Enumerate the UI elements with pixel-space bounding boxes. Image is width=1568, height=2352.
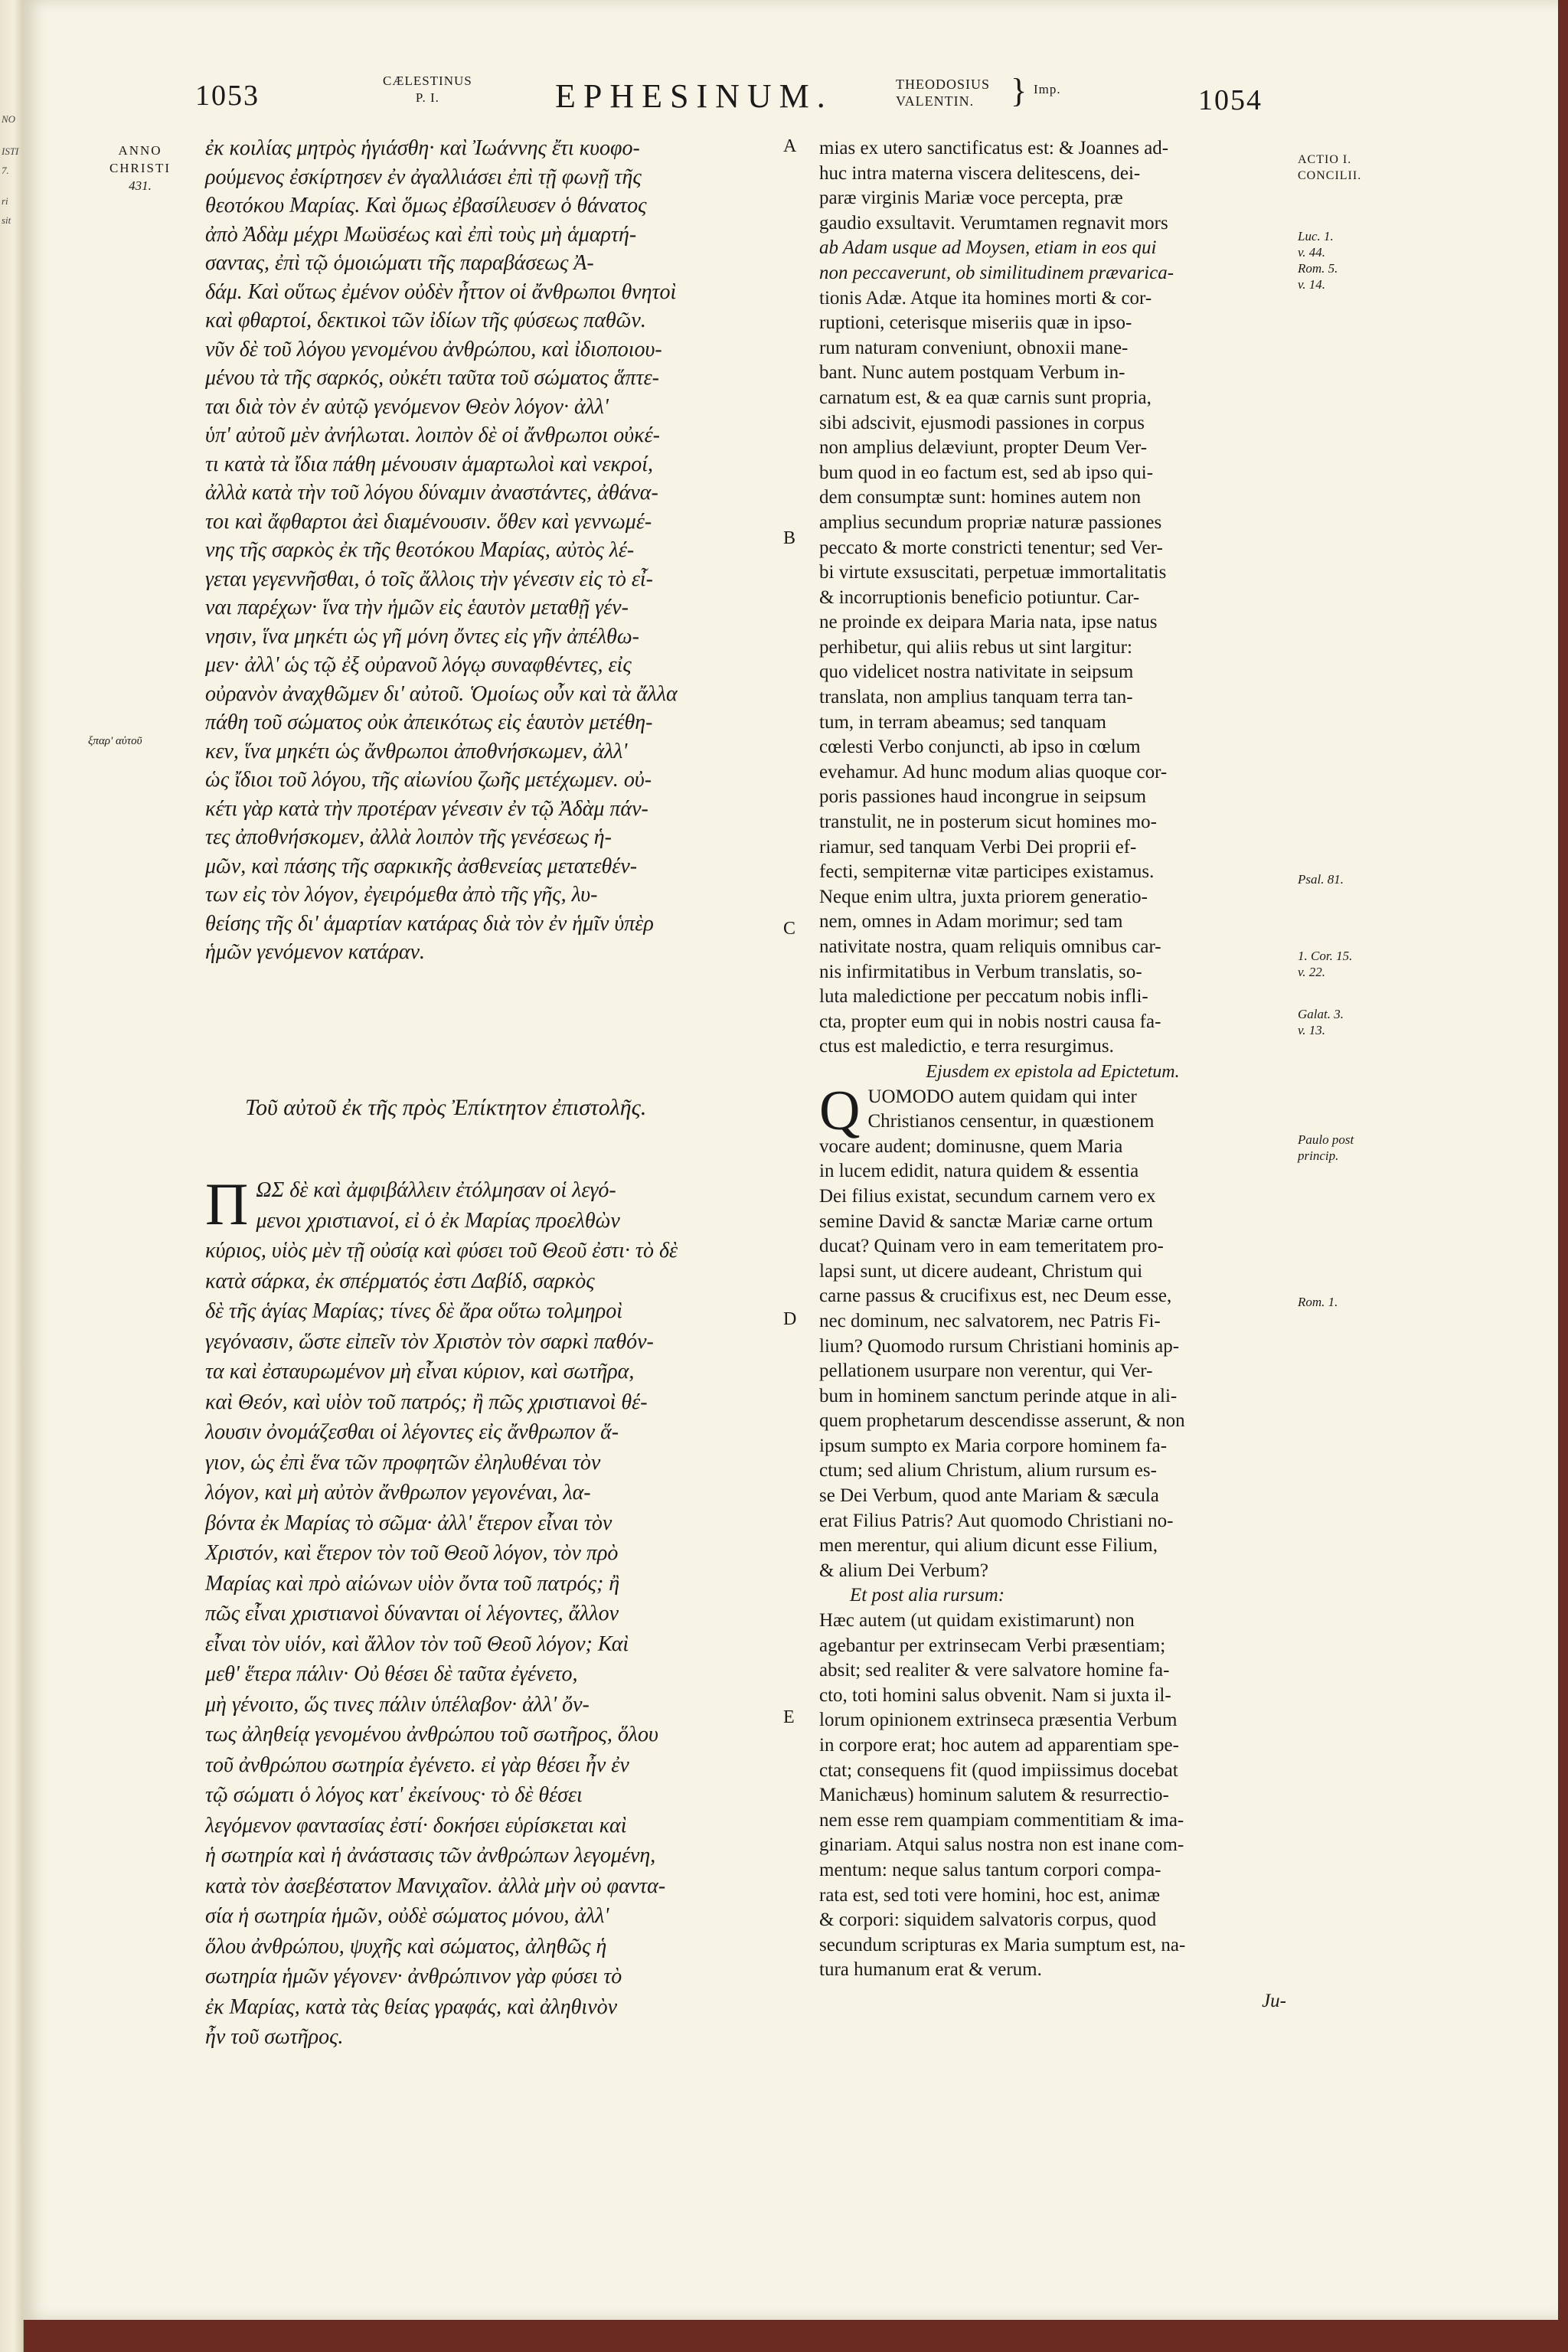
- greek-line: τως ἀληθείᾳ γενομένου ἀνθρώπου τοῦ σωτῆρος, ὅλου: [205, 1723, 658, 1746]
- latin-subheading: Et post alia rursum:: [850, 1585, 1005, 1606]
- header-imp: Imp.: [1034, 82, 1061, 96]
- latin-line: in lucem edidit, natura quidem & essentia: [819, 1161, 1139, 1182]
- latin-line: nem, omnes in Adam morimur; sed tam: [819, 911, 1123, 933]
- christi-label: CHRISTI: [109, 161, 172, 175]
- previous-page-edge: [0, 0, 24, 2352]
- section-letter-d: D: [783, 1309, 797, 1329]
- greek-line: ρούμενος ἐσκίρτησεν ἐν ἀγαλλιάσει ἐπὶ τῇ φωνῇ τῆς: [205, 165, 642, 189]
- latin-line: paræ virginis Mariæ voce percepta, præ: [819, 188, 1123, 209]
- greek-line: ὅλου ἀνθρώπου, ψυχῆς καὶ σώματος, ἀληθῶς ἡ: [205, 1934, 607, 1958]
- latin-line: ne proinde ex deipara Maria nata, ipse natus: [819, 612, 1158, 633]
- greek-line: μενοι χριστιανοί, εἰ ὁ ἐκ Μαρίας προελθὼν: [256, 1208, 620, 1233]
- greek-line: τοῦ ἀνθρώπου σωτηρία ἐγένετο. εἰ γὰρ θέσει ἦν ἐν: [205, 1753, 629, 1777]
- header-pope-number: P. I.: [415, 90, 439, 105]
- greek-line: κεν, ἵνα μηκέτι ὡς ἄνθρωποι ἀποθνήσκωμεν, ἀλλ': [205, 739, 628, 763]
- section-letter-c: C: [783, 919, 796, 939]
- greek-section-heading: Τοῦ αὐτοῦ ἐκ τῆς πρὸς Ἐπίκτητον ἐπιστολῆς.: [245, 1095, 647, 1120]
- latin-drop-cap: Q: [819, 1079, 861, 1142]
- latin-line: carne passus & crucifixus est, nec Deum esse,: [819, 1285, 1172, 1307]
- latin-line: transtulit, ne in posterum sicut homines mo-: [819, 812, 1157, 833]
- greek-line: λόγον, καὶ μὴ αὐτὸν ἄνθρωπον γεγονέναι, λα-: [205, 1481, 591, 1504]
- latin-line: cta, propter eum qui in nobis nostri causa fa-: [819, 1011, 1161, 1032]
- margin-ref-line: Rom. 5.: [1298, 261, 1338, 276]
- prev-page-fragment: sit: [2, 214, 11, 226]
- greek-line: μεθ' ἕτερα πάλιν· Οὐ θέσει δὲ ταῦτα ἐγένετο,: [205, 1662, 578, 1686]
- greek-line: τες ἀποθνήσκομεν, ἀλλὰ λοιπὸν τῆς γενέσεως ἡ-: [205, 825, 612, 849]
- greek-line: εἶναι τὸν υἱόν, καὶ ἄλλον τὸν τοῦ Θεοῦ λόγον; Καὶ: [205, 1632, 629, 1656]
- latin-line: sibi adscivit, ejusmodi passiones in corpus: [819, 412, 1145, 433]
- header-brace: }: [1011, 72, 1027, 109]
- latin-line: carnatum est, & ea quæ carnis sunt propria,: [819, 387, 1152, 408]
- greek-line: σωτηρία ἡμῶν γέγονεν· ἀνθρώπινον γὰρ φύσει τὸ: [205, 1965, 622, 1988]
- latin-line: ginariam. Atqui salus nostra non est inane com-: [819, 1834, 1184, 1856]
- latin-line: ruptioni, ceterisque miseriis quæ in ipso-: [819, 312, 1132, 334]
- latin-line: tionis Adæ. Atque ita homines morti & cor-: [819, 287, 1152, 309]
- greek-line: τα καὶ ἐσταυρωμένον μὴ εἶναι κύριον, καὶ σωτῆρα,: [205, 1360, 635, 1383]
- greek-line: τι κατὰ τὰ ἴδια πάθη μένουσιν ἁμαρτωλοὶ καὶ νεκροί,: [205, 452, 654, 476]
- header-emperors: [896, 76, 990, 109]
- greek-line: ὡς ἴδιοι τοῦ λόγου, τῆς αἰωνίου ζωῆς μετέχωμεν. οὐ-: [205, 768, 652, 792]
- margin-ref-line: Luc. 1.: [1298, 229, 1334, 243]
- latin-line: lium? Quomodo rursum Christiani hominis ap-: [819, 1335, 1180, 1357]
- header-emperor-2: VALENTIN.: [896, 93, 975, 109]
- prev-page-fragment: 7.: [2, 165, 9, 176]
- greek-line: κέτι γὰρ κατὰ τὴν προτέραν γένεσιν ἐν τῷ Ἀδὰμ πάν-: [205, 796, 648, 821]
- greek-line: σία ἡ σωτηρία ἡμῶν, οὐδὲ σώματος μόνου, ἀλλ': [205, 1904, 609, 1928]
- greek-line: ἡ σωτηρία καὶ ἡ ἀνάστασις τῶν ἀνθρώπων λεγομένη,: [205, 1844, 656, 1867]
- left-margin-year: [90, 142, 190, 194]
- latin-line: nis infirmitatibus in Verbum translatis, so-: [819, 961, 1142, 982]
- latin-line: vocare audent; dominusne, quem Maria: [819, 1135, 1123, 1157]
- latin-line: se Dei Verbum, quod ante Mariam & sæcula: [819, 1485, 1159, 1507]
- latin-line: fecti, sempiternæ vitæ participes existamus.: [819, 861, 1155, 883]
- greek-line: ἐκ κοιλίας μητρὸς ἡγιάσθη· καὶ Ἰωάννης ἔτι κυοφο-: [205, 136, 640, 160]
- greek-line: κατὰ τὸν ἀσεβέστατον Μανιχαῖον. ἀλλὰ μὴν οὐ φαντα-: [205, 1873, 666, 1898]
- latin-line: perhibetur, qui aliis rebus ut sint largitur:: [819, 636, 1132, 658]
- latin-line: men merentur, qui alium dicunt esse Filium,: [819, 1535, 1158, 1557]
- greek-line: κατὰ σάρκα, ἐκ σπέρματός ἐστι Δαβίδ, σαρκὸς: [205, 1269, 595, 1293]
- margin-ref-corinthians: [1298, 948, 1390, 980]
- greek-line: Μαρίας καὶ πρὸ αἰώνων υἱὸν ὄντα τοῦ πατρός; ἢ: [205, 1571, 620, 1596]
- latin-line: amplius secundum propriæ naturæ passiones: [819, 511, 1162, 533]
- book-page: [23, 0, 1558, 2320]
- latin-line: poris passiones haud incongrue in seipsum: [819, 786, 1147, 808]
- greek-line: γιον, ὡς ἐπὶ ἕνα τῶν προφητῶν ἐληλυθέναι τὸν: [205, 1450, 601, 1475]
- greek-line: πάθη τοῦ σώματος οὐκ ἀπεικότως εἰς ἑαυτὸν μετέθη-: [205, 710, 653, 734]
- greek-line: δάμ. Καὶ οὕτως ἐμένον οὐδὲν ἧττον οἱ ἄνθρωποι θνητοὶ: [205, 279, 677, 304]
- greek-line: νης τῆς σαρκὸς ἐκ τῆς θεοτόκου Μαρίας, αὐτὸς λέ-: [205, 538, 635, 562]
- latin-line: non peccaverunt, ob similitudinem prævarica-: [819, 262, 1174, 283]
- latin-line: cto, toti homini salus obvenit. Nam si juxta il-: [819, 1684, 1171, 1706]
- latin-line: lorum opinionem extrinseca præsentia Verbum: [819, 1710, 1178, 1731]
- greek-line: ΩΣ δὲ καὶ ἀμφιβάλλειν ἐτόλμησαν οἱ λεγό-: [256, 1178, 616, 1202]
- greek-line: γεται γεγεννῆσθαι, ὁ τοῖς ἄλλοις τὴν γένεσιν εἰς τὸ εἶ-: [205, 567, 653, 591]
- greek-line: βόντα ἐκ Μαρίας τὸ σῶμα· ἀλλ' ἕτερον εἶναι τὸν: [205, 1511, 612, 1535]
- latin-line: & incorruptionis beneficio potiuntur. Car-: [819, 586, 1140, 608]
- greek-line: τῷ σώματι ὁ λόγος κατ' ἐκείνους· τὸ δὲ θέσει: [205, 1783, 583, 1807]
- margin-ref-luke: [1298, 228, 1390, 292]
- margin-ref-line: v. 22.: [1298, 965, 1326, 979]
- latin-line: ctat; consequens fit (quod impiissimus docebat: [819, 1759, 1178, 1781]
- latin-line: cœlesti Verbo conjuncti, ab ipso in cœlum: [819, 737, 1141, 758]
- margin-ref-romans: Rom. 1.: [1298, 1295, 1338, 1309]
- latin-line: nec dominum, nec salvatorem, nec Patris Fi-: [819, 1310, 1161, 1331]
- latin-line: ctus est maledictio, e terra resurgimus.: [819, 1036, 1114, 1057]
- greek-line: τοι καὶ ἄφθαρτοι ἀεὶ διαμένουσιν. ὅθεν καὶ γεννωμέ-: [205, 509, 652, 534]
- year-label: 431.: [129, 178, 152, 193]
- margin-actio: [1298, 152, 1390, 184]
- greek-line: ἡμῶν γενόμενον κατάραν.: [205, 940, 425, 964]
- latin-line: nem esse rem quampiam commentitiam & ima-: [819, 1809, 1184, 1831]
- greek-line: νῦν δὲ τοῦ λόγου γενομένου ἀνθρώπου, καὶ ἰδιοποιου-: [205, 337, 662, 361]
- left-margin-note: ξπαρ' αὐτοῦ: [88, 735, 142, 747]
- greek-line: καὶ φθαρτοί, δεκτικοὶ τῶν ἰδίων τῆς φύσεως παθῶν.: [205, 309, 646, 332]
- section-letter-e: E: [783, 1707, 795, 1727]
- latin-line: ctum; sed alium Christum, alium rursum es-: [819, 1460, 1157, 1481]
- latin-line: quo videlicet nostra nativitate in seipsum: [819, 662, 1134, 683]
- latin-line: translata, non amplius tanquam terra tan-: [819, 687, 1133, 708]
- greek-line: μὴ γένοιτο, ὥς τινες πάλιν ὑπέλαβον· ἀλλ' ὄν-: [205, 1692, 590, 1717]
- greek-line: Χριστόν, καὶ ἕτερον τὸν τοῦ Θεοῦ λόγον, τὸν πρὸ: [205, 1541, 619, 1565]
- prev-page-fragment: NO: [2, 113, 16, 125]
- greek-line: λουσιν ὀνομάζεσθαι οἱ λέγοντες εἰς ἄνθρωπον ἅ-: [205, 1420, 619, 1444]
- latin-line: ducat? Quinam vero in eam temeritatem pro-: [819, 1236, 1164, 1257]
- anno-label: ANNO: [118, 143, 162, 158]
- margin-ref-line: v. 14.: [1298, 277, 1326, 292]
- latin-line: quem prophetarum descendisse asserunt, & non: [819, 1410, 1185, 1432]
- margin-ref-psalm: Psal. 81.: [1298, 872, 1344, 887]
- greek-line: ὑπ' αὐτοῦ μὲν ἀνήλωται. λοιπὸν δὲ οἱ ἄνθρωποι οὐκέ-: [205, 423, 660, 447]
- greek-line: κύριος, υἱὸς μὲν τῇ οὐσίᾳ καὶ φύσει τοῦ Θεοῦ ἐστι· τὸ δὲ: [205, 1239, 678, 1263]
- latin-section-heading: Ejusdem ex epistola ad Epictetum.: [926, 1061, 1180, 1082]
- margin-ref-line: 1. Cor. 15.: [1298, 949, 1353, 963]
- latin-line: bum in hominem sanctum perinde atque in ali-: [819, 1385, 1178, 1406]
- greek-line: των εἰς τὸν λόγον, ἐγειρόμεθα ἀπὸ τῆς γῆς, λυ-: [205, 883, 598, 906]
- greek-line: θεοτόκου Μαρίας. Καὶ ὅμως ἐβασίλευσεν ὁ θάνατος: [205, 194, 647, 217]
- latin-line: & alium Dei Verbum?: [819, 1560, 989, 1581]
- greek-line: ἦν τοῦ σωτῆρος.: [205, 2025, 344, 2049]
- greek-line: θείσης τῆς δι' ἁμαρτίαν κατάρας διὰ τὸν ἐν ἡμῖν ὑπὲρ: [205, 911, 654, 936]
- greek-line: σαντας, ἐπὶ τῷ ὁμοιώματι τῆς παραβάσεως Ἀ-: [205, 251, 594, 275]
- latin-line: pellationem usurpare non verentur, qui Ver-: [819, 1361, 1153, 1382]
- greek-line: μεν· ἀλλ' ὡς τῷ ἐξ οὐρανοῦ λόγῳ συναφθέντες, εἰς: [205, 653, 632, 677]
- latin-line: secundum scripturas ex Maria sumptum est, na-: [819, 1934, 1186, 1955]
- latin-column: [819, 136, 1286, 2014]
- margin-ref-line: Galat. 3.: [1298, 1007, 1344, 1021]
- latin-line: ab Adam usque ad Moysen, etiam in eos qui: [819, 237, 1157, 259]
- catchword: Ju-: [1262, 1990, 1286, 2011]
- latin-line: Neque enim ultra, juxta priorem generatio-: [819, 886, 1148, 907]
- latin-line: in corpore erat; hoc autem ad apparentiam spe-: [819, 1735, 1179, 1756]
- latin-line: evehamur. Ad hunc modum alias quoque cor-: [819, 761, 1168, 782]
- latin-line: ipsum sumpto ex Maria corpore hominem fa-: [819, 1435, 1168, 1456]
- greek-drop-cap: Π: [205, 1171, 249, 1237]
- greek-line: ται διὰ τὸν ἐν αὐτῷ γενόμενον Θεὸν λόγον· ἀλλ': [205, 394, 609, 419]
- latin-line: bum quod in eo factum est, sed ab ipso qui-: [819, 462, 1154, 483]
- prev-page-fragment: ISTI: [2, 145, 19, 157]
- latin-line: rata est, sed toti vere homini, hoc est, animæ: [819, 1884, 1161, 1906]
- header-pope: [383, 73, 472, 106]
- latin-line: non amplius delæviunt, propter Deum Ver-: [819, 437, 1148, 459]
- margin-ref-line: v. 13.: [1298, 1023, 1326, 1037]
- latin-line: dem consumptæ sunt: homines autem non: [819, 487, 1142, 508]
- latin-line: agebantur per extrinsecam Verbi præsentiam;: [819, 1635, 1166, 1656]
- latin-line: peccato & morte constricti tenentur; sed Ver-: [819, 537, 1163, 558]
- latin-line: Dei filius existat, secundum carnem vero ex: [819, 1185, 1156, 1207]
- latin-line: Hæc autem (ut quidam existimarunt) non: [819, 1610, 1135, 1632]
- page-number-left: 1053: [195, 80, 260, 112]
- latin-line: semine David & sanctæ Mariæ carne ortum: [819, 1210, 1153, 1232]
- margin-ref-paulo: [1298, 1132, 1390, 1164]
- latin-line: lapsi sunt, ut dicere audeant, Christum qui: [819, 1260, 1143, 1282]
- margin-ref-line: v. 44.: [1298, 245, 1326, 260]
- greek-line: ἀπὸ Ἀδὰμ μέχρι Μωϋσέως καὶ ἐπὶ τοὺς μὴ ἁμαρτή-: [205, 222, 637, 247]
- greek-line: πῶς εἶναι χριστιανοὶ δύνανται οἱ λέγοντες, ἄλλον: [205, 1602, 619, 1625]
- greek-line: ἀλλὰ κατὰ τὴν τοῦ λόγου δύναμιν ἀναστάντες, ἀθάνα-: [205, 481, 658, 505]
- latin-line: erat Filius Patris? Aut quomodo Christiani no-: [819, 1510, 1174, 1531]
- margin-ref-line: princip.: [1298, 1148, 1339, 1163]
- greek-line: νησιν, ἵνα μηκέτι ὡς γῆ μόνη ὄντες εἰς γῆν ἀπέλθω-: [205, 624, 639, 648]
- latin-line: rum naturam conveniunt, obnoxii mane-: [819, 337, 1129, 358]
- latin-line: mias ex utero sanctificatus est: & Joannes ad-: [819, 138, 1169, 158]
- latin-line: Manichæus) hominum salutem & resurrectio-: [819, 1785, 1169, 1806]
- margin-actio-line-1: ACTIO I.: [1298, 153, 1352, 166]
- greek-line: ναι παρέχων· ἵνα τὴν ἡμῶν εἰς ἑαυτὸν μεταθῇ γέν-: [205, 596, 629, 619]
- latin-line: bant. Nunc autem postquam Verbum in-: [819, 362, 1125, 384]
- section-letter-b: B: [783, 528, 796, 548]
- latin-line: riamur, sed tanquam Verbi Dei proprii ef-: [819, 836, 1137, 858]
- page-title: EPHESINUM.: [555, 77, 833, 115]
- latin-line: & corpori: siquidem salvatoris corpus, quod: [819, 1909, 1157, 1931]
- greek-line: καὶ Θεόν, καὶ υἱὸν τοῦ πατρός; ἢ πῶς χριστιανοὶ θέ-: [205, 1390, 648, 1414]
- latin-line: tum, in terram abeamus; sed tanquam: [819, 711, 1106, 733]
- latin-line: tura humanum erat & verum.: [819, 1959, 1042, 1981]
- greek-column-block-2: [205, 1171, 768, 2053]
- latin-line: huc intra materna viscera delitescens, dei-: [819, 162, 1141, 184]
- greek-line: γεγόνασιν, ὥστε εἰπεῖν τὸν Χριστὸν τὸν σαρκὶ παθόν-: [205, 1329, 654, 1354]
- latin-line: Christianos censentur, in quæstionem: [867, 1111, 1155, 1132]
- prev-page-fragment: ri: [2, 195, 8, 207]
- greek-column-block-1: [205, 134, 768, 967]
- latin-line: UOMODO autem quidam qui inter: [867, 1086, 1137, 1107]
- greek-line: ἐκ Μαρίας, κατὰ τὰς θείας γραφάς, καὶ ἀληθινὸν: [205, 1994, 618, 2019]
- margin-ref-galatians: [1298, 1006, 1390, 1038]
- page-number-right: 1054: [1198, 84, 1263, 116]
- latin-line: luta maledictione per peccatum nobis infli-: [819, 986, 1148, 1008]
- latin-line: bi virtute exsuscitati, perpetuæ immortalitatis: [819, 562, 1167, 583]
- greek-line: δὲ τῆς ἁγίας Μαρίας; τίνες δὲ ἄρα οὕτω τολμηροὶ: [205, 1299, 622, 1323]
- latin-line: gaudio exsultavit. Verumtamen regnavit mors: [819, 212, 1168, 234]
- section-letter-a: A: [783, 136, 797, 156]
- greek-line: μῶν, καὶ πάσης τῆς σαρκικῆς ἀσθενείας μετατεθέν-: [205, 854, 638, 878]
- latin-line: nativitate nostra, quam reliquis omnibus car-: [819, 936, 1161, 957]
- header-pope-name: CÆLESTINUS: [383, 74, 472, 88]
- greek-line: λεγόμενον φαντασίας ἐστί· δοκήσει εὑρίσκεται καὶ: [205, 1813, 627, 1838]
- margin-ref-line: Paulo post: [1298, 1132, 1354, 1147]
- greek-line: οὐρανὸν ἀναχθῶμεν δι' αὐτοῦ. Ὁμοίως οὖν καὶ τὰ ἄλλα: [205, 681, 678, 706]
- running-header: [23, 73, 1558, 126]
- latin-line: absit; sed realiter & vere salvatore homine fa-: [819, 1660, 1170, 1681]
- header-emperor-1: THEODOSIUS: [896, 77, 991, 92]
- greek-line: μένου τὰ τῆς σαρκός, οὐκέτι ταῦτα τοῦ σώματος ἅπτε-: [205, 366, 659, 390]
- latin-line: mentum: neque salus tantum corpori compa-: [819, 1859, 1161, 1880]
- margin-actio-line-2: CONCILII.: [1298, 169, 1362, 182]
